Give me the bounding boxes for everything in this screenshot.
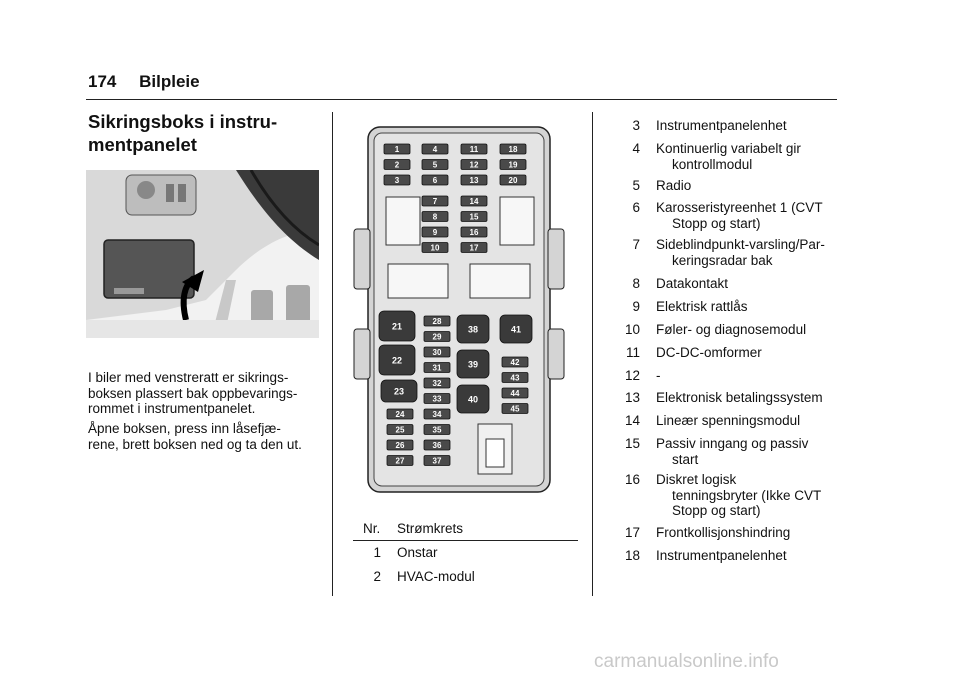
fuse-label: 20 [508, 176, 518, 185]
fuse-label: 2 [394, 160, 400, 170]
fuse-label: 11 [469, 145, 479, 154]
circuit-text-line: Sideblindpunkt-varsling/Par- [656, 237, 825, 252]
fuse-label: 36 [432, 441, 442, 450]
mini-fuse [461, 160, 487, 170]
mini-fuse [461, 144, 487, 154]
text-line: boksen plassert bak oppbevarings- [88, 385, 298, 401]
section-title-line: mentpanelet [88, 134, 197, 155]
circuit-text-line: Radio [656, 178, 692, 193]
mini-fuse [461, 175, 487, 185]
mini-fuse [461, 212, 487, 222]
mini-fuse [500, 175, 526, 185]
row-circuit [656, 141, 856, 172]
fuse-label: 15 [469, 212, 479, 222]
row-circuit [656, 118, 856, 134]
fuse-label: 33 [432, 394, 442, 404]
row-number: 13 [624, 390, 640, 405]
mini-fuse [461, 243, 487, 253]
row-circuit [656, 299, 856, 315]
text-line: I biler med venstreratt er sikrings- [88, 370, 289, 385]
circuit-text-line: Instrumentpanelenhet [656, 548, 787, 563]
fuse-label: 37 [432, 456, 442, 466]
mini-fuse [422, 160, 448, 170]
table-header-rule [353, 540, 578, 541]
fuse-label: 23 [393, 386, 405, 397]
fuse-label: 43 [510, 373, 520, 383]
row-circuit [656, 390, 856, 406]
fuse-label: 39 [467, 359, 479, 370]
row-number: 7 [632, 237, 640, 252]
mini-fuse [500, 144, 526, 154]
mini-fuse [424, 409, 450, 419]
large-fuse [379, 311, 415, 341]
fuse-label: 31 [432, 363, 442, 373]
fuse-label: 9 [432, 228, 438, 237]
fuse-label: 44 [510, 389, 520, 398]
row-circuit [656, 237, 856, 268]
fuse-label: 41 [510, 324, 522, 335]
circuit-text-line: - [656, 368, 661, 383]
circuit-text-line: Datakontakt [656, 276, 729, 291]
row-number: 9 [632, 299, 640, 314]
mini-fuse [384, 160, 410, 170]
circuit-text-line: start [672, 451, 699, 467]
fuse-label: 21 [391, 321, 403, 332]
mini-fuse [424, 347, 450, 357]
mini-fuse [424, 363, 450, 373]
column-header-nr: Nr. [363, 521, 381, 536]
fuse-label: 25 [395, 425, 405, 435]
mini-fuse [424, 332, 450, 342]
mini-fuse [461, 227, 487, 237]
fuse-label: 26 [395, 441, 405, 450]
mini-fuse [500, 160, 526, 170]
row-number: 12 [624, 368, 640, 383]
text-line: rommet i instrumentpanelet. [88, 401, 256, 416]
row-number: 14 [624, 413, 640, 428]
fuse-label: 40 [467, 394, 479, 405]
fuse-label: 17 [469, 243, 479, 253]
column-divider-left [332, 112, 333, 596]
large-fuse [381, 380, 417, 402]
fuse-label: 38 [467, 324, 479, 335]
fuse-label: 45 [510, 404, 520, 414]
mini-fuse [422, 212, 448, 222]
row-number: 1 [373, 545, 381, 560]
circuit-text-line: Elektronisk betalingssystem [656, 390, 823, 405]
circuit-text-line: keringsradar bak [672, 252, 773, 268]
fuse-label: 35 [432, 425, 442, 435]
large-fuse [457, 315, 489, 343]
circuit-text-line: Kontinuerlig variabelt gir [656, 141, 801, 156]
mini-fuse [384, 144, 410, 154]
circuit-text-line: Frontkollisjonshindring [656, 525, 791, 540]
fuse-label: 8 [432, 212, 438, 222]
large-fuse [379, 345, 415, 375]
row-circuit [656, 368, 856, 384]
row-number: 8 [632, 276, 640, 291]
section-title [88, 110, 318, 156]
mini-fuse [502, 404, 528, 414]
mini-fuse [387, 456, 413, 466]
fuse-label: 13 [469, 176, 479, 185]
row-number: 6 [632, 200, 640, 215]
fuse-label: 22 [391, 355, 403, 366]
fuse-label: 32 [432, 379, 442, 388]
mini-fuse [422, 175, 448, 185]
mini-fuse [461, 196, 487, 206]
row-number: 10 [624, 322, 640, 337]
chapter-title: Bilpleie [139, 72, 200, 91]
row-circuit [397, 545, 597, 561]
fuse-label: 16 [469, 228, 479, 237]
row-number: 4 [632, 141, 640, 156]
row-circuit [656, 548, 856, 564]
row-number: 17 [624, 525, 640, 540]
fuse-label: 12 [469, 160, 479, 170]
fuse-label: 14 [469, 197, 479, 206]
mini-fuse [384, 175, 410, 185]
large-fuse [500, 315, 532, 343]
mini-fuse [387, 425, 413, 435]
column-header-circuit: Strømkrets [397, 521, 463, 536]
mini-fuse [422, 243, 448, 253]
row-number: 11 [625, 345, 640, 360]
circuit-text-line: Stopp og start) [672, 215, 761, 231]
large-fuse [457, 385, 489, 413]
circuit-text-line: tenningsbryter (Ikke CVT [672, 487, 822, 503]
paragraph-location [88, 370, 328, 417]
circuit-text-line: Diskret logisk [656, 472, 737, 487]
circuit-text-line: HVAC-modul [397, 569, 475, 584]
mini-fuse [424, 394, 450, 404]
fuse-label: 34 [432, 410, 442, 419]
fuse-label: 5 [432, 160, 438, 170]
column-divider-right [592, 112, 593, 596]
page-header [88, 72, 200, 92]
circuit-text-line: Lineær spenningsmodul [656, 413, 801, 428]
row-number: 15 [624, 436, 640, 451]
fuse-label: 28 [432, 317, 442, 326]
fuse-label: 18 [508, 145, 518, 154]
row-circuit [656, 322, 856, 338]
fuse-label: 4 [432, 145, 438, 154]
paragraph-instructions [88, 421, 328, 452]
mini-fuse [387, 440, 413, 450]
fuse-box-svg [350, 119, 568, 499]
fuse-label: 3 [394, 176, 400, 185]
dashboard-illustration [86, 170, 319, 338]
row-number: 18 [624, 548, 640, 563]
row-circuit [656, 276, 856, 292]
row-number: 2 [373, 569, 381, 584]
circuit-text-line: Stopp og start) [672, 503, 761, 518]
fuse-label: 6 [432, 176, 438, 185]
mini-fuse [424, 456, 450, 466]
fuse-label: 27 [395, 456, 405, 466]
fuse-label: 29 [432, 332, 442, 342]
mini-fuse [422, 227, 448, 237]
mini-fuse [502, 357, 528, 367]
fuse-label: 1 [394, 145, 400, 154]
row-number: 5 [632, 178, 640, 193]
text-line: rene, brett boksen ned og ta den ut. [88, 436, 302, 452]
mini-fuse [424, 378, 450, 388]
circuit-text-line: Instrumentpanelenhet [656, 118, 787, 133]
row-circuit [656, 345, 856, 361]
fuse-label: 7 [432, 197, 438, 206]
fuse-label: 10 [430, 243, 440, 253]
row-number: 3 [632, 118, 640, 133]
circuit-text-line: Føler- og diagnosemodul [656, 322, 807, 337]
circuit-text-line: kontrollmodul [672, 156, 753, 172]
fuse-label: 24 [395, 410, 405, 419]
mini-fuse [387, 409, 413, 419]
row-circuit [656, 436, 856, 467]
row-circuit [656, 525, 856, 541]
circuit-text-line: Karosseristyreenhet 1 (CVT [656, 200, 823, 215]
row-circuit [656, 472, 856, 519]
fuse-box-diagram [350, 119, 568, 499]
circuit-text-line: Onstar [397, 545, 438, 560]
text-line: Åpne boksen, press inn låsefjæ- [88, 421, 281, 436]
mini-fuse [424, 425, 450, 435]
fuse-label: 19 [508, 160, 518, 170]
mini-fuse [502, 373, 528, 383]
row-number: 16 [624, 472, 640, 487]
row-circuit [397, 569, 597, 585]
fuse-label: 30 [432, 348, 442, 357]
row-circuit [656, 413, 856, 429]
large-fuse [457, 350, 489, 378]
row-circuit [656, 200, 856, 231]
section-title-line: Sikringsboks i instru- [88, 111, 278, 132]
circuit-text-line: DC-DC-omformer [656, 345, 762, 360]
circuit-text-line: Passiv inngang og passiv [656, 436, 809, 451]
mini-fuse [422, 196, 448, 206]
mini-fuse [424, 316, 450, 326]
mini-fuse [502, 388, 528, 398]
circuit-text-line: Elektrisk rattlås [656, 299, 748, 314]
mini-fuse [422, 144, 448, 154]
mini-fuse [424, 440, 450, 450]
page-number: 174 [88, 72, 117, 91]
row-circuit [656, 178, 856, 194]
header-rule [86, 99, 837, 100]
footer-watermark: carmanualsonline.info [594, 651, 779, 672]
fuse-label: 42 [510, 358, 520, 367]
